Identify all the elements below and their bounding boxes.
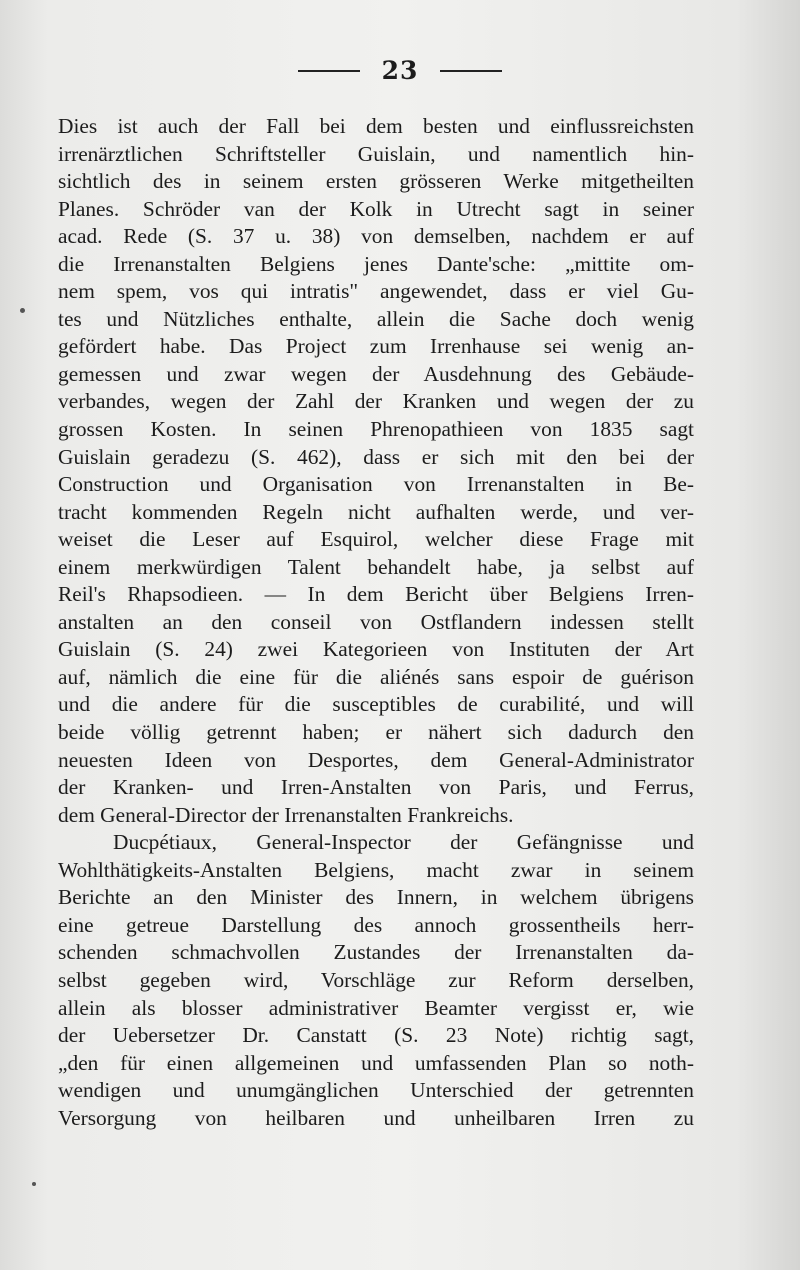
paragraph-start-line: Ducpétiaux, General-Inspector der Gefängnisse und xyxy=(113,830,694,855)
text-line: „den für einen allgemeinen und umfassenden Plan so noth- xyxy=(58,1050,694,1075)
text-line: Wohlthätigkeits-Anstalten Belgiens, macht zwar in seinem xyxy=(58,857,694,882)
body-text xyxy=(58,113,694,1132)
text-line: wendigen und unumgänglichen Unterschied der getrennten xyxy=(58,1078,694,1103)
text-line: beide völlig getrennt haben; er nähert sich dadurch den xyxy=(58,720,694,745)
text-line: Reil's Rhapsodieen. — In dem Bericht über Belgiens Irren- xyxy=(58,582,694,607)
text-line: neuesten Ideen von Desportes, dem General-Administrator xyxy=(58,747,694,772)
text-line: anstalten an den conseil von Ostflandern indessen stellt xyxy=(58,609,694,634)
text-line: sichtlich des in seinem ersten grösseren Werke mitgetheilten xyxy=(58,169,694,194)
text-line: die Irrenanstalten Belgiens jenes Dante'sche: „mittite om- xyxy=(58,251,694,276)
text-line: auf, nämlich die eine für die aliénés sans espoir de guérison xyxy=(58,664,694,689)
ink-speck xyxy=(32,1182,36,1186)
page-number: 23 xyxy=(381,56,419,85)
text-line: tes und Nützliches enthalte, allein die Sache doch wenig xyxy=(58,306,694,331)
text-line: acad. Rede (S. 37 u. 38) von demselben, nachdem er auf xyxy=(58,224,694,249)
text-line: verbandes, wegen der Zahl der Kranken und wegen der zu xyxy=(58,389,694,414)
text-line: nem spem, vos qui intratis" angewendet, dass er viel Gu- xyxy=(58,279,694,304)
ink-speck xyxy=(20,308,25,313)
text-line: Dies ist auch der Fall bei dem besten und einflussreichsten xyxy=(58,114,694,138)
text-line: selbst gegeben wird, Vorschläge zur Reform derselben, xyxy=(58,967,694,992)
text-line: grossen Kosten. In seinen Phrenopathieen von 1835 sagt xyxy=(58,417,694,442)
text-line: Guislain geradezu (S. 462), dass er sich mit den bei der xyxy=(58,444,694,469)
text-line: Versorgung von heilbaren und unheilbaren Irren zu xyxy=(58,1105,694,1130)
text-line: weiset die Leser auf Esquirol, welcher diese Frage mit xyxy=(58,527,694,552)
text-line: der Uebersetzer Dr. Canstatt (S. 23 Note) richtig sagt, xyxy=(58,1023,694,1048)
text-line: eine getreue Darstellung des annoch grossentheils herr- xyxy=(58,912,694,937)
text-line: Guislain (S. 24) zwei Kategorieen von Instituten der Art xyxy=(58,637,694,662)
text-line: allein als blosser administrativer Beamter vergisst er, wie xyxy=(58,995,694,1020)
page-header xyxy=(0,56,800,85)
header-rule-left xyxy=(298,70,360,72)
text-line: schenden schmachvollen Zustandes der Irrenanstalten da- xyxy=(58,940,694,965)
text-line: und die andere für die susceptibles de curabilité, und will xyxy=(58,692,694,717)
text-line: gefördert habe. Das Project zum Irrenhause sei wenig an- xyxy=(58,334,694,359)
text-line: irrenärztlichen Schriftsteller Guislain, und namentlich hin- xyxy=(58,141,694,166)
text-line: Berichte an den Minister des Innern, in welchem übrigens xyxy=(58,885,694,910)
text-line: gemessen und zwar wegen der Ausdehnung des Gebäude- xyxy=(58,361,694,386)
text-line: tracht kommenden Regeln nicht aufhalten werde, und ver- xyxy=(58,499,694,524)
text-line: Construction und Organisation von Irrenanstalten in Be- xyxy=(58,472,694,497)
header-rule-right xyxy=(440,70,502,72)
text-line: Planes. Schröder van der Kolk in Utrecht sagt in seiner xyxy=(58,196,694,221)
paragraph-end-line: dem General-Director der Irrenanstalten Frankreichs. xyxy=(58,802,514,827)
text-line: einem merkwürdigen Talent behandelt habe, ja selbst auf xyxy=(58,554,694,579)
text-line: der Kranken- und Irren-Anstalten von Paris, und Ferrus, xyxy=(58,775,694,800)
